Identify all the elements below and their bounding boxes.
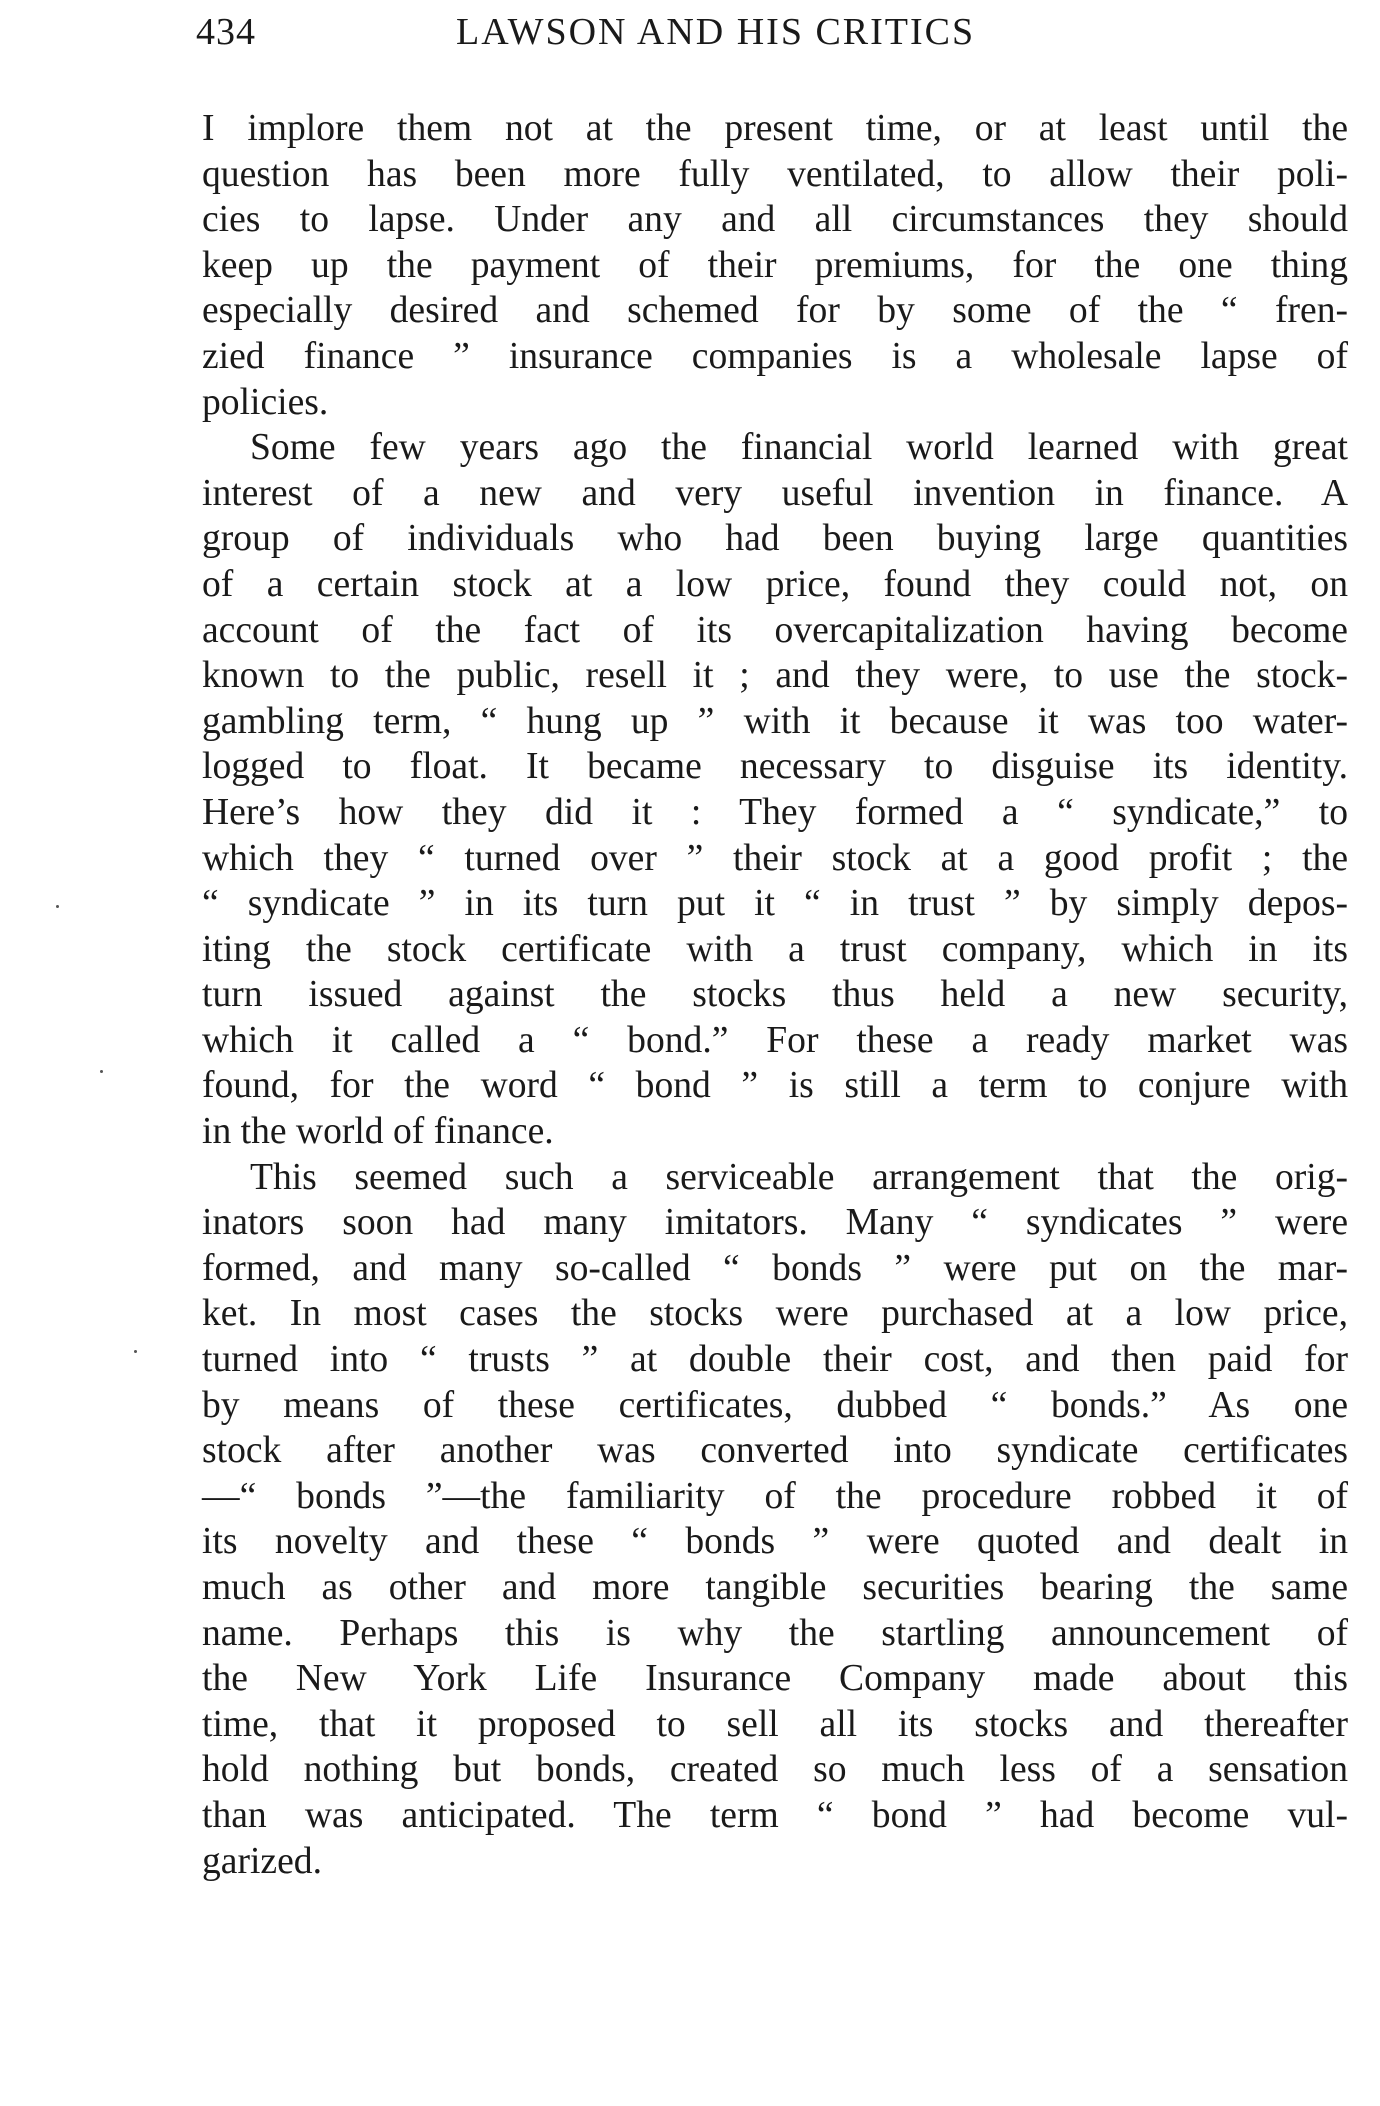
text-line: zied finance ” insurance companies is a wholesale lapse of (202, 335, 1348, 377)
text-line: the New York Life Insurance Company made about this (202, 1658, 1348, 1700)
text-line: inators soon had many imitators. Many “ syndicates ” were (202, 1202, 1348, 1244)
text-line: time, that it proposed to sell all its stocks and thereafter (202, 1703, 1348, 1745)
text-line: than was anticipated. The term “ bond ” had become vul- (202, 1794, 1348, 1836)
text-line: especially desired and schemed for by some of the “ fren- (202, 290, 1348, 332)
paragraph (202, 1155, 1348, 1885)
text-line: which it called a “ bond.” For these a ready market was (202, 1019, 1348, 1061)
text-line: in the world of finance. (202, 1111, 554, 1153)
running-title: LAWSON AND HIS CRITICS (456, 11, 976, 53)
page-number: 434 (196, 11, 256, 53)
text-line: Here’s how they did it : They formed a “ syndicate,” to (202, 791, 1348, 833)
text-line: found, for the word “ bond ” is still a term to conjure with (202, 1065, 1348, 1107)
text-line: “ syndicate ” in its turn put it “ in trust ” by simply depos- (202, 883, 1348, 925)
text-line: cies to lapse. Under any and all circumstances they should (202, 199, 1348, 241)
text-line: known to the public, resell it ; and they were, to use the stock- (202, 655, 1348, 697)
scan-speck (100, 1070, 103, 1073)
text-line: formed, and many so-called “ bonds ” were put on the mar- (202, 1247, 1348, 1289)
scan-speck (56, 905, 59, 908)
body-text (202, 106, 1348, 1884)
text-line: account of the fact of its overcapitalization having become (202, 609, 1348, 651)
text-line: ket. In most cases the stocks were purchased at a low price, (202, 1293, 1348, 1335)
running-head (196, 10, 1346, 60)
text-line: by means of these certificates, dubbed “ bonds.” As one (202, 1384, 1348, 1426)
paragraph (202, 425, 1348, 1155)
text-line: name. Perhaps this is why the startling announcement of (202, 1612, 1348, 1654)
text-line: which they “ turned over ” their stock at a good profit ; the (202, 837, 1348, 879)
text-line: I implore them not at the present time, or at least until the (202, 108, 1348, 149)
text-line: policies. (202, 381, 329, 423)
text-line: gambling term, “ hung up ” with it because it was too water- (202, 700, 1348, 742)
text-line: This seemed such a serviceable arrangement that the orig- (250, 1156, 1348, 1198)
text-line: of a certain stock at a low price, found they could not, on (202, 563, 1348, 605)
text-line: keep up the payment of their premiums, for the one thing (202, 244, 1348, 286)
text-line: logged to float. It became necessary to disguise its identity. (202, 746, 1348, 788)
text-line: iting the stock certificate with a trust company, which in its (202, 928, 1348, 970)
text-line: interest of a new and very useful invention in finance. A (202, 472, 1348, 514)
scan-speck (134, 1350, 137, 1353)
text-line: garized. (202, 1840, 322, 1882)
text-line: much as other and more tangible securities bearing the same (202, 1567, 1348, 1608)
text-line: question has been more fully ventilated, to allow their poli- (202, 153, 1348, 195)
text-line: —“ bonds ”—the familiarity of the procedure robbed it of (202, 1475, 1348, 1517)
text-line: hold nothing but bonds, created so much less of a sensation (202, 1749, 1348, 1791)
text-line: turn issued against the stocks thus held a new security, (202, 974, 1348, 1016)
text-line: stock after another was converted into syndicate certificates (202, 1430, 1348, 1472)
text-line: Some few years ago the financial world learned with great (250, 427, 1348, 469)
paragraph (202, 106, 1348, 425)
text-line: its novelty and these “ bonds ” were quoted and dealt in (202, 1521, 1348, 1563)
text-line: group of individuals who had been buying large quantities (202, 518, 1348, 560)
text-line: turned into “ trusts ” at double their cost, and then paid for (202, 1339, 1348, 1381)
